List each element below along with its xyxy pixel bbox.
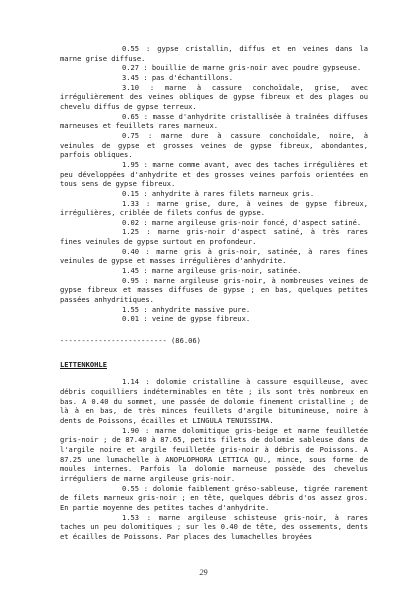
entry: 3.45 : pas d'échantillons. [122, 72, 234, 82]
entry: 1.14 : dolomie cristalline à cassure esquilleuse, avec débris coquilliers indéterminables en tête ; ils sont très nombreux en bas. A 0.40 du sommet, une passée de dolomie finement cristalline ; de là à en bas, de très minces feuillets d'argile bitumineuse, noire à dents de Poissons, écailles et LINGULA TENUISSIMA. [60, 377, 368, 425]
entry: 3.10 : marne à cassure conchoïdale, grise, avec irrégulièrement des veines obliques de gypse fibreux et des plages ou chevelu diffus de gypse terreux. [60, 82, 368, 111]
entry: 1.95 : marne comme avant, avec des taches irrégulières et peu développées d'anhydrite et des grosses veines parfois orientées en tous sens de gypse fibreux. [60, 159, 368, 189]
section-title: LETTENKOHLE [60, 359, 107, 369]
entry: 1.45 : marne argileuse gris-noir, satinée. [122, 266, 302, 276]
document-page [60, 44, 368, 542]
entry: 0.27 : bouillie de marne gris-noir avec poudre gypseuse. [122, 63, 362, 73]
entry: 1.25 : marne gris-noir d'aspect satiné, à très rares fines veinules de gypse surtout en profondeur. [60, 227, 368, 247]
entries-bottom [60, 377, 368, 541]
page-number: 29 [199, 568, 208, 577]
entries-top [60, 44, 368, 324]
entry: 1.33 : marne grise, dure, à veines de gypse fibreux, irrégulières, criblée de filets confus de gypse. [60, 198, 368, 218]
entry: 0.01 : veine de gypse fibreux. [122, 314, 251, 324]
entry: 0.65 : masse d'anhydrite cristallisée à traînées diffuses marneuses et feuillets rares marneux. [60, 111, 368, 131]
entry: 1.90 : marne dolomitique gris-beige et marne feuilletée gris-noir ; de 87.40 à 87.65, petits filets de dolomie sableuse dans de l'argile noire et argile feuilletée gris-noir à débris de Poissons. A 87.25 une lumachelle à ANOPLOPHORA LETTICA QU., mince, sous forme de moules internes. Parfois la dolomie marneuse possède des chevelus irréguliers de marne argileuse gris-noir. [60, 425, 368, 483]
entry: 0.40 : marne gris à gris-noir, satinée, à rares fines veinules de gypse et masses irrégulières d'anhydrite. [60, 246, 368, 266]
entry: 1.53 : marne argileuse schisteuse gris-noir, à rares taches un peu dolomitiques ; sur les 0.40 de tête, des ossements, dents et écailles de Poissons. Par places des lumachelles broyées [60, 512, 368, 541]
entry: 0.75 : marne dure à cassure conchoïdale, noire, à veinules de gypse et grosses veines de gypse fibreux, abondantes, parfois obliques. [60, 130, 368, 160]
entry: 0.02 : marne argileuse gris-noir foncé, d'aspect satiné. [122, 217, 362, 227]
depth-divider: ------------------------- (86.06) [60, 336, 201, 346]
entry: 0.55 : dolomie faiblement gréso-sableuse, tigrée rarement de filets marneux gris-noir ; en tête, quelques débris d'os assez gros. En partie moyenne des petites taches d'anhydrite. [60, 483, 368, 512]
entry: 0.95 : marne argileuse gris-noir, à nombreuses veines de gypse fibreux et masses diffuses de gypse ; en bas, quelques petites passées anhydritiques. [60, 275, 368, 305]
entry: 0.55 : gypse cristallin, diffus et en veines dans la marne grise diffuse. [60, 44, 368, 63]
entry: 1.55 : anhydrite massive pure. [122, 304, 251, 314]
entry: 0.15 : anhydrite à rares filets marneux gris. [122, 188, 315, 198]
